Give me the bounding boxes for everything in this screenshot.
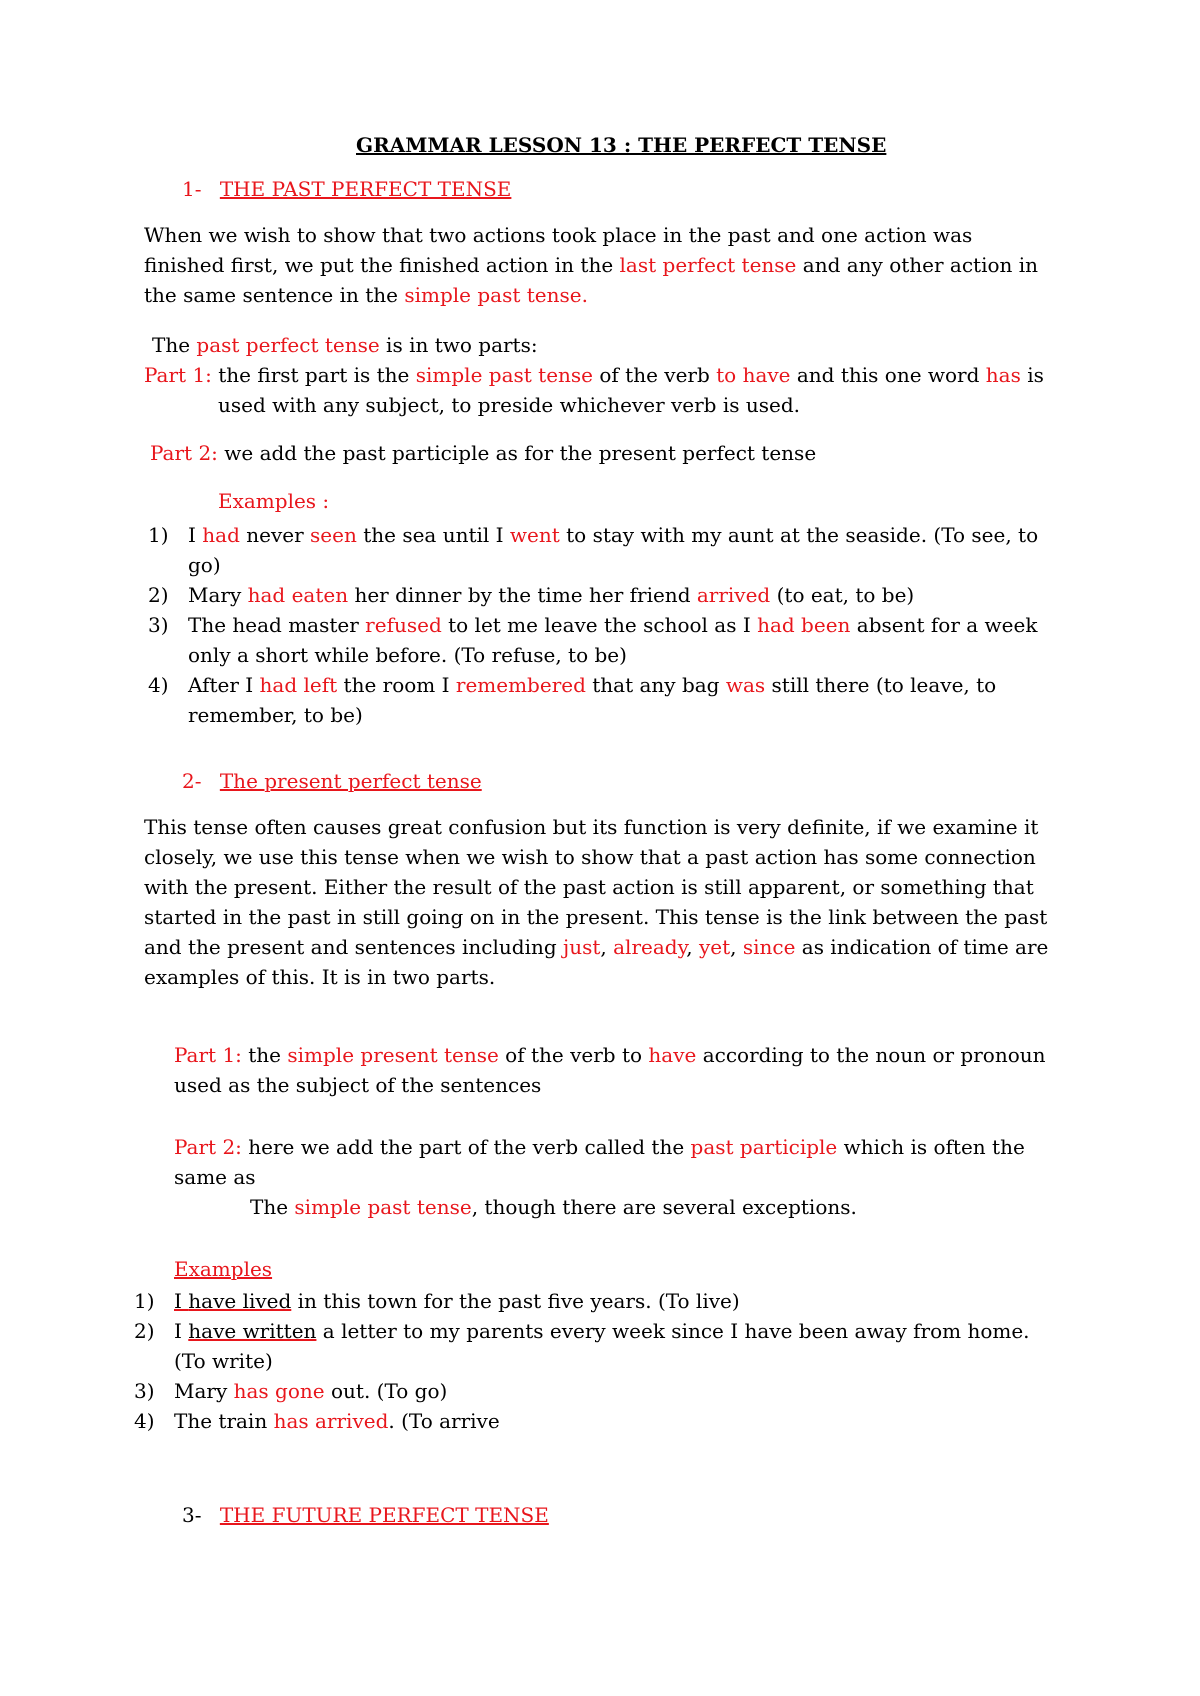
text: The [250,1195,295,1219]
text: the first part is the [211,363,416,387]
text: still there (to leave, to [765,673,997,697]
text: out. (To go) [324,1379,448,1403]
highlight: past perfect tense [196,333,380,357]
text: , [686,935,699,959]
list-item [134,1406,500,1436]
highlight: since [742,935,796,959]
highlight: has [985,363,1021,387]
section-1-heading [182,174,511,204]
text: I [174,1319,189,1343]
highlight: past participle [690,1135,838,1159]
examples-label: Examples [174,1257,273,1281]
paragraph-line: examples of this. It is in two parts. [144,965,496,989]
text: never [239,523,311,547]
text: . (To arrive [388,1409,500,1433]
list-number: 1) [134,1289,155,1313]
section-title: The present perfect tense [219,769,482,793]
list-number: 3) [134,1379,155,1403]
text: The train [174,1409,274,1433]
part-1-continued: used as the subject of the sentences [174,1073,542,1097]
list-item-continued: (To write) [174,1349,273,1373]
text: The head master [188,613,366,637]
text: the [241,1043,288,1067]
text: to let me leave the school as I [441,613,758,637]
list-item-continued: remember, to be) [188,703,363,727]
text: in this town for the past five years. (To live) [291,1289,740,1313]
text: we add the past participle as for the present perfect tense [217,441,817,465]
section-number: 1- [182,177,202,201]
text: Mary [188,583,248,607]
part-label: Part 2: [174,1135,242,1159]
part-1 [174,1040,1046,1070]
paragraph-line: This tense often causes great confusion but its function is very definite, if we examine it [144,815,1039,839]
section-2-heading [182,766,482,796]
section-title: THE PAST PERFECT TENSE [219,177,512,201]
highlight: have [648,1043,697,1067]
list-number: 1) [148,523,169,547]
section-title: THE FUTURE PERFECT TENSE [219,1503,549,1527]
highlight: last perfect tense [619,253,797,277]
text: Mary [174,1379,234,1403]
highlight: was [725,673,766,697]
text: absent for a week [850,613,1038,637]
text: The [152,333,197,357]
part-label: Part 2: [150,441,218,465]
section-number: 2- [182,769,202,793]
section-3-heading [182,1500,549,1530]
paragraph-line [144,280,588,310]
part-2-continued: same as [174,1165,256,1189]
highlight: simple past tense [294,1195,472,1219]
list-item [134,1286,740,1316]
text: After I [188,673,260,697]
text: finished first, we put the finished action in the [144,253,620,277]
text: , [730,935,743,959]
part-1-continued: used with any subject, to preside whichever verb is used. [218,393,801,417]
list-item [148,520,1038,550]
highlight: just [563,935,601,959]
part-2 [150,438,816,468]
highlight: simple past tense. [404,283,588,307]
highlight: had eaten [247,583,349,607]
text: I [188,523,203,547]
text: a letter to my parents every week since I have been away from home. [316,1319,1030,1343]
text: is [1020,363,1044,387]
underlined-verb: have written [188,1319,317,1343]
list-item-continued: go) [188,553,221,577]
highlight: already [613,935,687,959]
part-2 [174,1132,1025,1162]
text: the room I [337,673,456,697]
part-label: Part 1: [174,1043,242,1067]
highlight: simple past tense [415,363,594,387]
text: her dinner by the time her friend [348,583,697,607]
highlight: refused [365,613,442,637]
list-number: 2) [148,583,169,607]
highlight: remembered [455,673,586,697]
highlight: had been [757,613,851,637]
text: the same sentence in the [144,283,405,307]
page-title: GRAMMAR LESSON 13 : THE PERFECT TENSE [356,133,887,157]
highlight: yet [698,935,731,959]
list-number: 4) [148,673,169,697]
highlight: had [202,523,240,547]
list-number: 4) [134,1409,155,1433]
highlight: simple present tense [287,1043,499,1067]
highlight: has arrived [273,1409,389,1433]
highlight: arrived [696,583,771,607]
list-number: 3) [148,613,169,637]
examples-label: Examples : [218,489,330,513]
part-2-continued [250,1192,857,1222]
paragraph-line: When we wish to show that two actions took place in the past and one action was [144,223,973,247]
text: as indication of time are [795,935,1049,959]
text: which is often the [837,1135,1025,1159]
parts-intro [152,330,538,360]
text: and any other action in [796,253,1039,277]
text: , [600,935,614,959]
text: of the verb [593,363,717,387]
list-item [148,670,996,700]
text: that any bag [585,673,726,697]
paragraph-line [144,932,1048,962]
list-item [134,1376,447,1406]
text: is in two parts: [379,333,538,357]
text: and this one word [790,363,986,387]
text: of the verb to [498,1043,649,1067]
part-1 [144,360,1044,390]
text: and the present and sentences including [144,935,564,959]
part-label: Part 1: [144,363,212,387]
text: according to the noun or pronoun [696,1043,1046,1067]
list-item [134,1316,1030,1346]
highlight: went [509,523,560,547]
highlight: seen [310,523,357,547]
paragraph-line [144,250,1038,280]
highlight: to have [716,363,791,387]
list-item [148,610,1037,640]
text: I [174,1289,189,1313]
paragraph-line: with the present. Either the result of the past action is still apparent, or something that [144,875,1034,899]
text: (to eat, to be) [770,583,915,607]
highlight: had left [259,673,338,697]
list-item-continued: only a short while before. (To refuse, to be) [188,643,627,667]
text: the sea until I [356,523,510,547]
list-number: 2) [134,1319,155,1343]
text: here we add the part of the verb called the [241,1135,691,1159]
text: , though there are several exceptions. [471,1195,857,1219]
highlight: has gone [233,1379,325,1403]
underlined-verb: have lived [188,1289,292,1313]
paragraph-line: closely, we use this tense when we wish to show that a past action has some connection [144,845,1036,869]
list-item [148,580,914,610]
section-number: 3- [182,1503,202,1527]
text: to stay with my aunt at the seaside. (To see, to [559,523,1039,547]
paragraph-line: started in the past in still going on in the present. This tense is the link between the past [144,905,1048,929]
